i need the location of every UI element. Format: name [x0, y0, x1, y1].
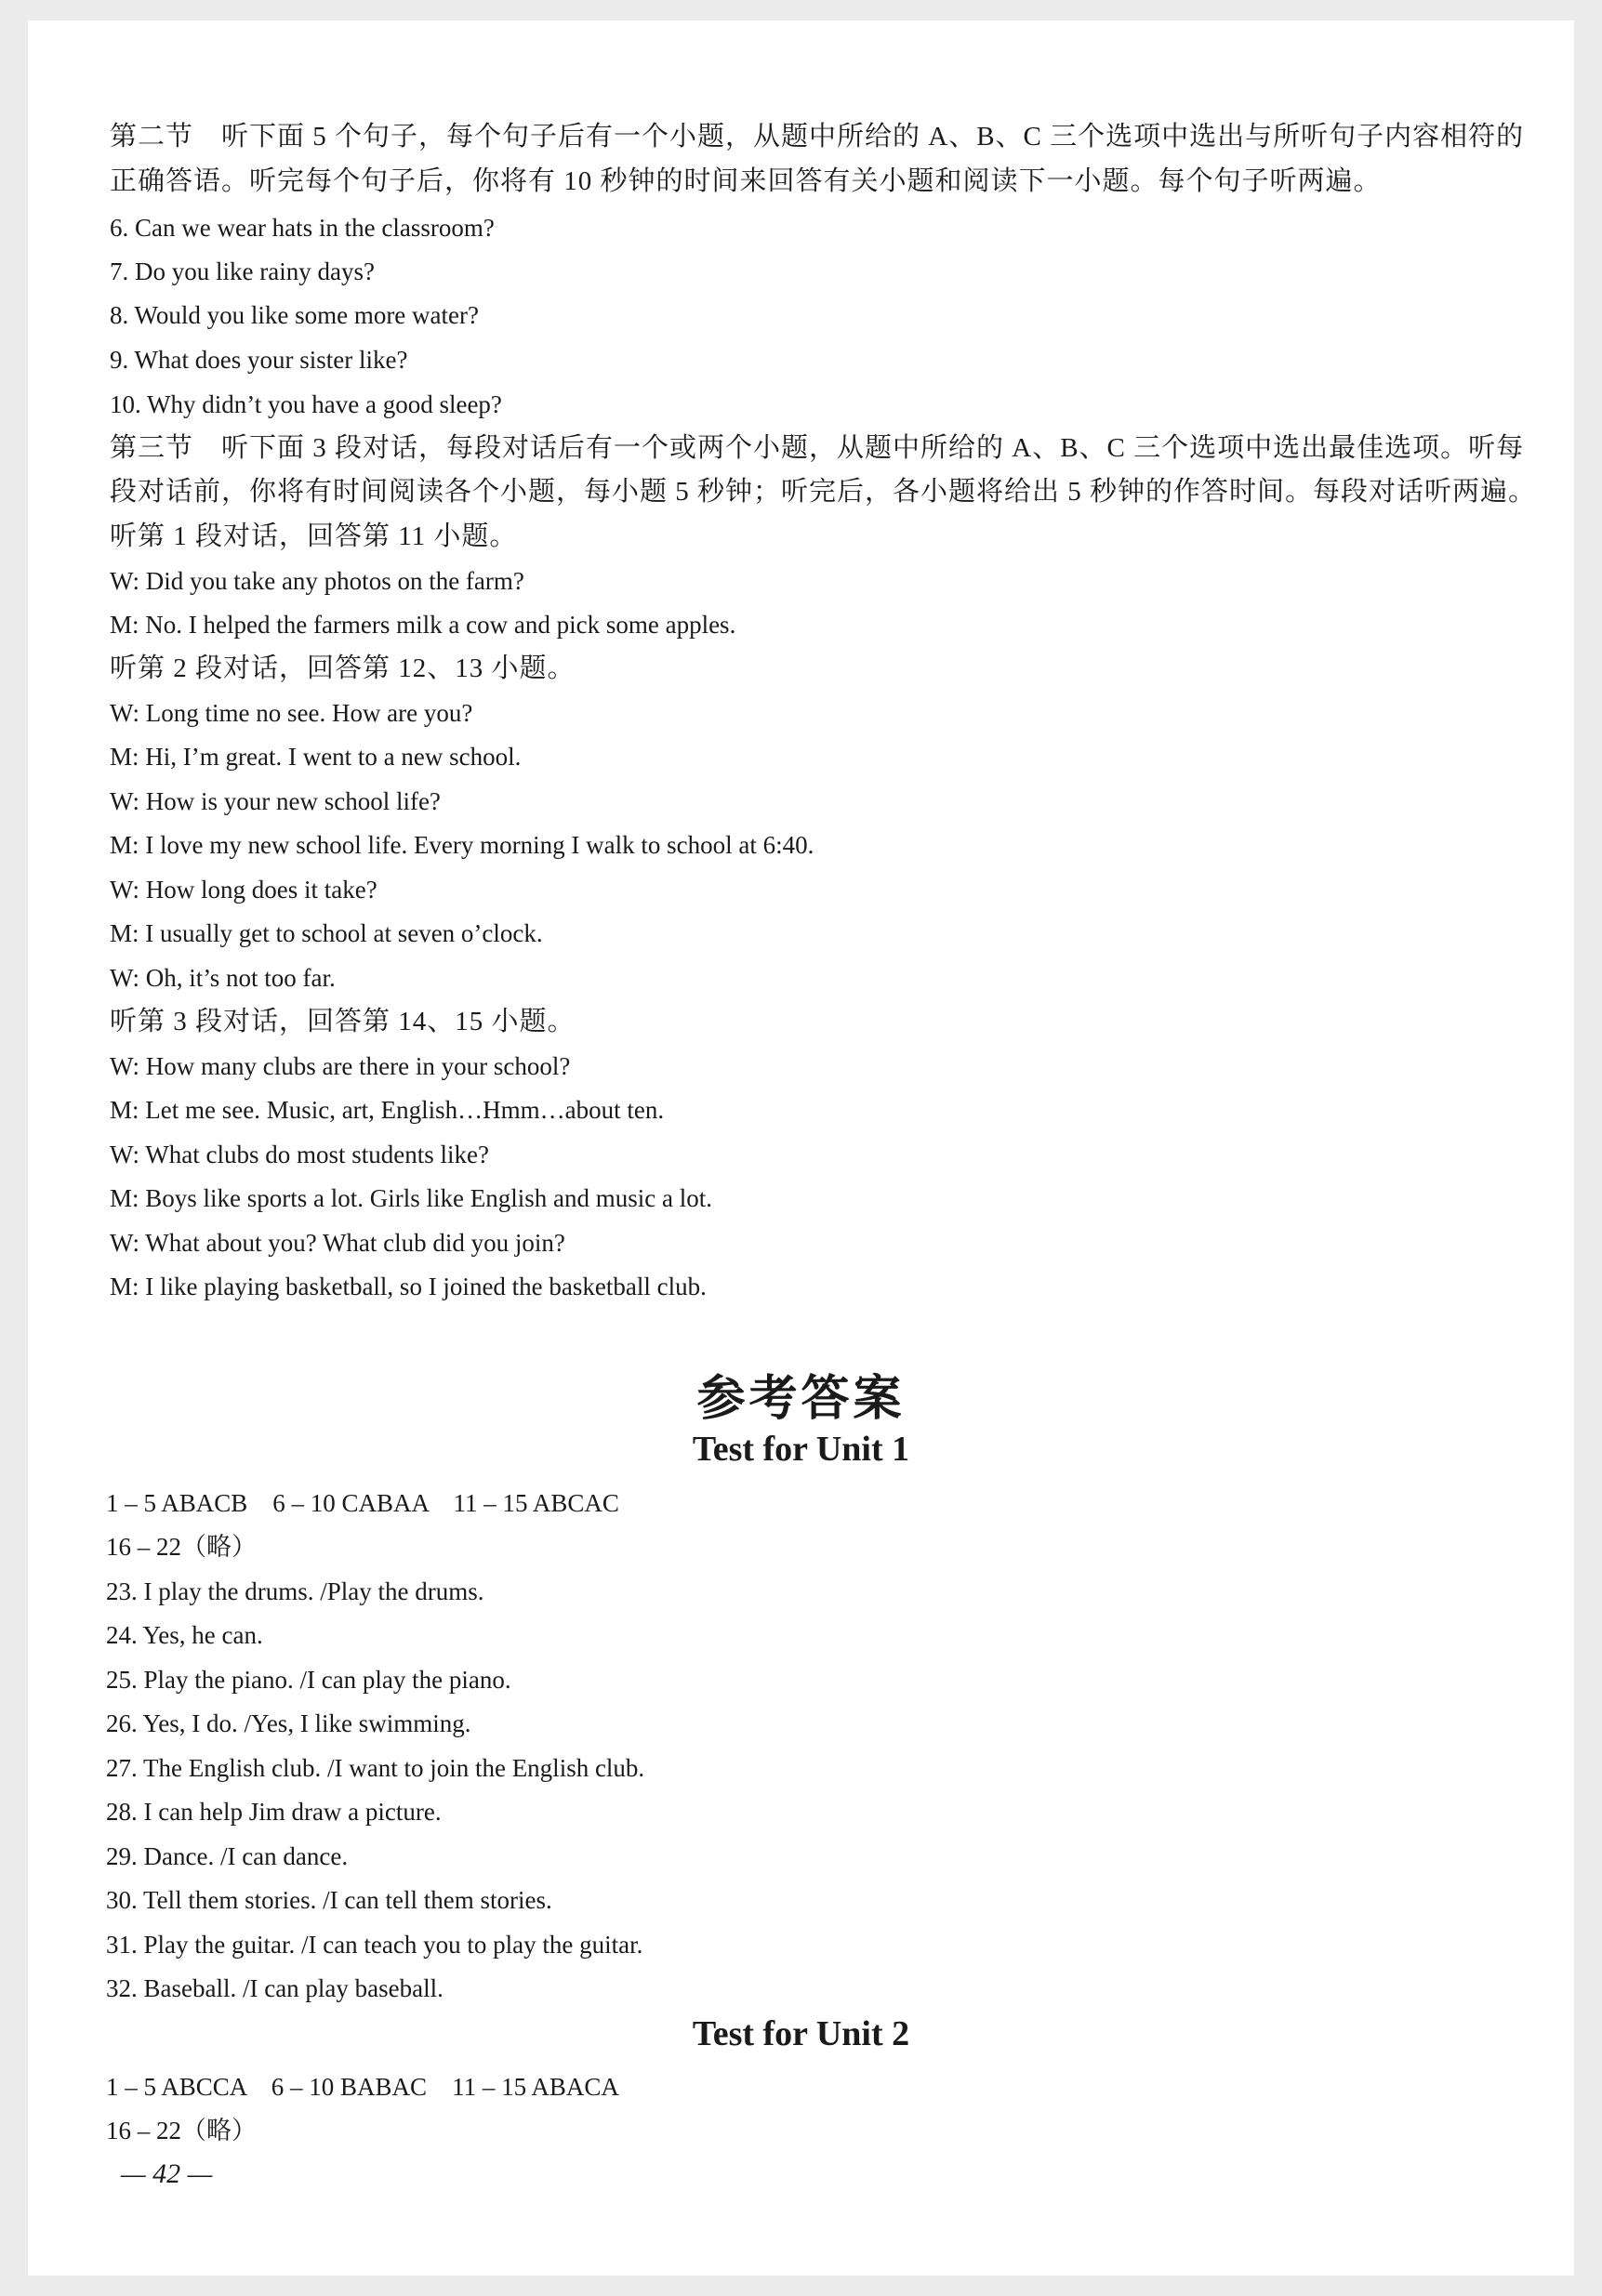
section-2-instructions: 第二节 听下面 5 个句子，每个句子后有一个小题，从题中所给的 A、B、C 三个选项中选出与所听句子内容相符的 [110, 122, 1525, 152]
dialogue-line: M: Let me see. Music, art, English…Hmm…about ten. [110, 1096, 665, 1124]
answer-line: 30. Tell them stories. /I can tell them stories. [106, 1886, 552, 1914]
answer-line: 28. I can help Jim draw a picture. [106, 1798, 442, 1826]
sentence: 6. Can we wear hats in the classroom? [110, 214, 495, 242]
unit-1-title: Test for Unit 1 [692, 1430, 910, 1469]
answer-line: 1 – 5 ABACB 6 – 10 CABAA 11 – 15 ABCAC [106, 1489, 619, 1517]
page-number: — 42 — [121, 2158, 213, 2189]
section-2-instructions: 正确答语。听完每个句子后，你将有 10 秒钟的时间来回答有关小题和阅读下一小题。每个句子听两遍。 [110, 166, 1382, 196]
answer-line: 29. Dance. /I can dance. [106, 1842, 349, 1870]
dialogue-line: W: What clubs do most students like? [110, 1141, 489, 1168]
sentence: 9. What does your sister like? [110, 346, 408, 374]
answer-line: 16 – 22（略） [106, 2117, 257, 2144]
dialogue-line: M: I like playing basketball, so I joined the basketball club. [110, 1273, 707, 1300]
section-3-instructions: 第三节 听下面 3 段对话，每段对话后有一个或两个小题，从题中所给的 A、B、C 三个选项中选出最佳选项。听每 [110, 433, 1525, 463]
answer-line: 25. Play the piano. /I can play the piano. [106, 1666, 511, 1694]
answer-line: 24. Yes, he can. [106, 1621, 263, 1649]
dialogue-heading: 听第 1 段对话，回答第 11 小题。 [110, 521, 518, 551]
dialogue-line: W: Long time no see. How are you? [110, 699, 473, 727]
dialogue-heading: 听第 2 段对话，回答第 12、13 小题。 [110, 653, 576, 683]
sentence: 10. Why didn’t you have a good sleep? [110, 390, 502, 418]
dialogue-line: W: How long does it take? [110, 876, 377, 904]
dialogue-heading: 听第 3 段对话，回答第 14、15 小题。 [110, 1007, 576, 1036]
answer-line: 16 – 22（略） [106, 1533, 257, 1561]
answers-title: 参考答案 [696, 1373, 906, 1426]
unit-2-title: Test for Unit 2 [692, 2014, 910, 2053]
answer-line: 23. I play the drums. /Play the drums. [106, 1577, 484, 1605]
answer-line: 27. The English club. /I want to join the English club. [106, 1754, 645, 1782]
dialogue-line: W: How is your new school life? [110, 787, 441, 815]
dialogue-line: W: How many clubs are there in your school? [110, 1052, 571, 1080]
dialogue-line: M: Hi, I’m great. I went to a new school. [110, 743, 522, 771]
dialogue-line: W: Did you take any photos on the farm? [110, 567, 524, 595]
dialogue-line: M: No. I helped the farmers milk a cow and pick some apples. [110, 611, 736, 639]
dialogue-line: M: I usually get to school at seven o’clock. [110, 919, 543, 947]
dialogue-line: W: What about you? What club did you join? [110, 1229, 565, 1257]
sentence: 7. Do you like rainy days? [110, 257, 375, 285]
answer-line: 1 – 5 ABCCA 6 – 10 BABAC 11 – 15 ABACA [106, 2073, 619, 2101]
dialogue-line: M: Boys like sports a lot. Girls like English and music a lot. [110, 1184, 712, 1212]
dialogue-line: M: I love my new school life. Every morning I walk to school at 6:40. [110, 831, 814, 859]
answer-line: 31. Play the guitar. /I can teach you to play the guitar. [106, 1931, 643, 1959]
sentence: 8. Would you like some more water? [110, 301, 479, 329]
answer-line: 32. Baseball. /I can play baseball. [106, 1974, 444, 2002]
dialogue-line: W: Oh, it’s not too far. [110, 964, 336, 992]
section-3-instructions: 段对话前，你将有时间阅读各个小题，每小题 5 秒钟；听完后，各小题将给出 5 秒钟的作答时间。每段对话听两遍。 [110, 477, 1537, 507]
answer-line: 26. Yes, I do. /Yes, I like swimming. [106, 1709, 471, 1737]
